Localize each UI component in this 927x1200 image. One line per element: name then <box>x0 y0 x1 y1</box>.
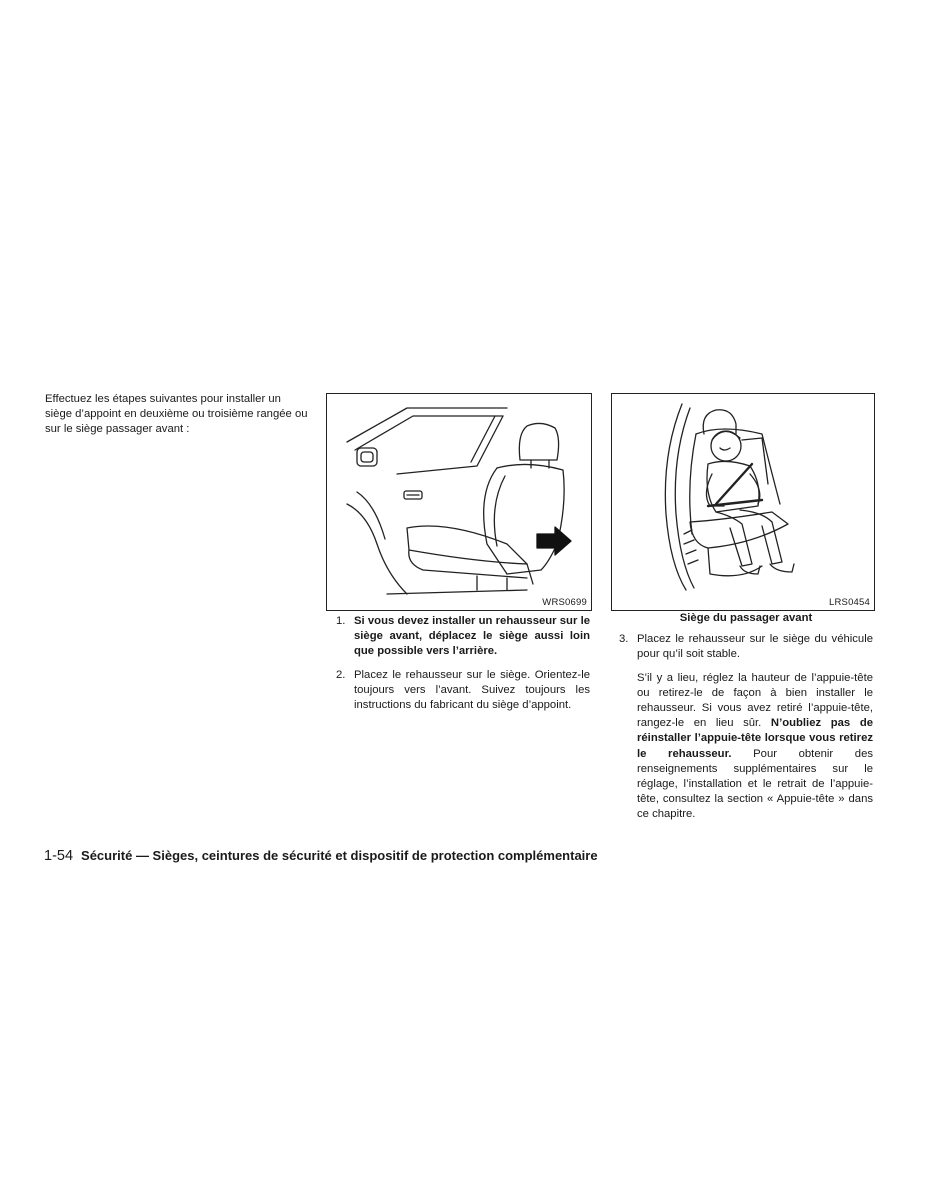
step-2 <box>336 668 590 714</box>
figure-seat-rear-position <box>326 393 592 611</box>
steps-column-middle <box>336 614 590 721</box>
child-booster-illustration <box>612 394 874 610</box>
figure-code: LRS0454 <box>828 597 870 608</box>
step-3 <box>619 632 873 662</box>
step-text: Si vous devez installer un rehausseur sur le siège avant, déplacez le siège aussi loin que possible vers l’arrière. <box>354 615 590 658</box>
details-warning: N’oubliez pas de réinstaller l’appuie-tête lorsque vous retirez le rehausseur. <box>637 717 874 760</box>
page-number: 1-54 <box>44 848 74 864</box>
step-3-details <box>637 671 873 823</box>
section-title: Sécurité — Sièges, ceintures de sécurité et dispositif de protection complémentaire <box>81 848 598 863</box>
step-number: 2. <box>336 668 346 681</box>
figure-code: WRS0699 <box>542 597 587 608</box>
intro-paragraph: Effectuez les étapes suivantes pour installer un siège d’appoint en deuxième ou troisième rangée ou sur le siège passager avant : <box>45 393 308 436</box>
seat-illustration <box>327 394 591 610</box>
figure-caption: Siège du passager avant <box>679 612 813 624</box>
details-text-b: Pour obtenir des renseignements supplémentaires sur le réglage, l’installation et le retrait de l’appuie-tête, consultez la section « Appuie-tête » dans ce chapitre. <box>637 747 874 821</box>
step-number: 1. <box>336 615 346 627</box>
steps-column-right <box>619 611 873 823</box>
step-number: 3. <box>619 633 629 646</box>
figure-child-booster <box>611 393 875 611</box>
step-text: Placez le rehausseur sur le siège du véhicule pour qu’il soit stable. <box>637 633 873 661</box>
step-1 <box>336 614 590 660</box>
step-text: Placez le rehausseur sur le siège. Orientez-le toujours vers l’avant. Suivez toujours les instructions du fabricant du siège d’appoint. <box>354 668 590 712</box>
page-footer <box>44 848 598 864</box>
details-text-a: S’il y a lieu, réglez la hauteur de l’appuie-tête ou retirez-le de façon à bien installer le rehausseur. Si vous avez retiré l’appuie-tête, rangez-le en lieu sûr. <box>637 671 873 730</box>
